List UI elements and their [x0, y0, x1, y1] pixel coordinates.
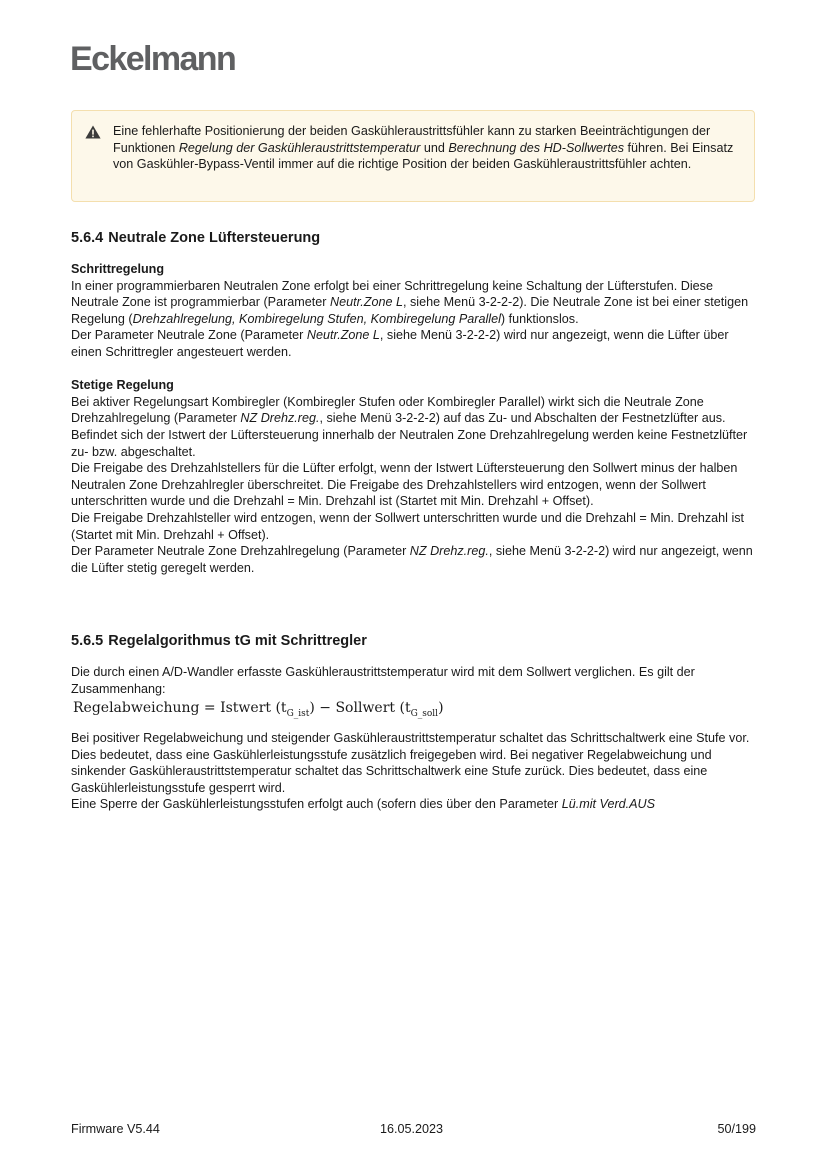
paragraph: Bei positiver Regelabweichung und steigender Gaskühleraustrittstemperatur schaltet das Schrittschaltwerk eine Stufe vor. Dies bedeutet, dass eine Gaskühlerleistungsstufe zusätzlich freigegeben wird. Bei negativer Regelabweichung und sinkender Gaskühleraustrittstemperatur schaltet das Schrittschaltwerk eine Stufe zurück. Dies bedeutet, dass eine Gaskühlerleistungsstufe gesperrt wird.	[71, 731, 750, 795]
warning-box	[71, 110, 755, 202]
section-body-control-algorithm	[71, 730, 757, 813]
formula: Regelabweichung = Istwert $(t_{G\_ist})$ − Sollwert $(t_{G\_soll})$	[73, 700, 444, 719]
paragraph: Der Parameter Neutrale Zone Drehzahlregelung (Parameter NZ Drehz.reg., siehe Menü 3-2-2-2) wird nur angezeigt, wenn die Lüfter stetig geregelt werden.	[71, 544, 753, 575]
paragraph: Der Parameter Neutrale Zone (Parameter Neutr.Zone L, siehe Menü 3-2-2-2) wird nur angezeigt, wenn die Lüfter über einen Schrittregler angesteuert werden.	[71, 328, 729, 359]
footer-page-number: 50/199	[717, 1122, 756, 1136]
footer-firmware: Firmware V5.44	[71, 1122, 160, 1136]
warning-text: Eine fehlerhafte Positionierung der beiden Gaskühleraustrittsfühler kann zu starken Beeinträchtigungen der Funktionen Regelung der Gaskühleraustrittstemperatur und Berechnung des HD-Sollwertes führen. Bei Einsatz von Gaskühler-Bypass-Ventil immer auf die richtige Position der beiden Gaskühleraustrittsfühler achten.	[113, 124, 734, 172]
subheading-continuous-control: Stetige Regelung	[71, 378, 174, 393]
paragraph: Die Freigabe Drehzahlsteller wird entzogen, wenn der Sollwert unterschritten wurde und die Drehzahl = Min. Drehzahl ist (Startet mit Min. Drehzahl + Offset).	[71, 510, 745, 542]
section-heading-control-algorithm: 5.6.5 Regelalgorithmus tG mit Schrittregler	[71, 633, 367, 649]
paragraph: Die durch einen A/D-Wandler erfasste Gaskühleraustrittstemperatur wird mit dem Sollwert verglichen. Es gilt der Zusammenhang:	[71, 665, 695, 696]
subheading-step-control: Schrittregelung	[71, 262, 165, 276]
section-body-neutral-zone	[71, 261, 757, 576]
paragraph: Befindet sich der Istwert der Lüftersteuerung innerhalb der Neutralen Zone Drehzahlregelung werden keine Festnetzlüfter zu- bzw. abgeschaltet.	[71, 427, 748, 459]
paragraph: Bei aktiver Regelungsart Kombiregler (Kombiregler Stufen oder Kombiregler Parallel) wirkt sich die Neutrale Zone Drehzahlregelung (Parameter NZ Drehz.reg., siehe Menü 3-2-2-2) auf das Zu- und Abschalten der Festnetzlüfter aus.	[71, 394, 726, 426]
paragraph: Die Freigabe des Drehzahlstellers für die Lüfter erfolgt, wenn der Istwert Lüftersteuerung den Sollwert minus der halben Neutralen Zone Drehzahlregler überschreitet. Die Freigabe des Drehzahlstellers wird entzogen, wenn der Sollwert unterschritten wurde und die Drehzahl = Min. Drehzahl ist (Startet mit Min. Drehzahl + Offset).	[71, 461, 738, 509]
paragraph: Eine Sperre der Gaskühlerleistungsstufen erfolgt auch (sofern dies über den Parameter Lü.mit Verd.AUS	[71, 797, 656, 812]
paragraph: In einer programmierbaren Neutralen Zone erfolgt bei einer Schrittregelung keine Schaltung der Lüfterstufen. Diese Neutrale Zone ist programmierbar (Parameter Neutr.Zone L, siehe Menü 3-2-2-2). Die Neutrale Zone ist bei einer stetigen Regelung (Drehzahlregelung, Kombiregelung Stufen, Kombiregelung Parallel) funktionslos.	[71, 278, 749, 326]
warning-triangle-icon	[85, 125, 101, 139]
company-logo: Eckelmann	[70, 40, 236, 78]
section-heading-neutral-zone: 5.6.4 Neutrale Zone Lüftersteuerung	[71, 230, 321, 246]
footer-date: 16.05.2023	[380, 1122, 444, 1136]
